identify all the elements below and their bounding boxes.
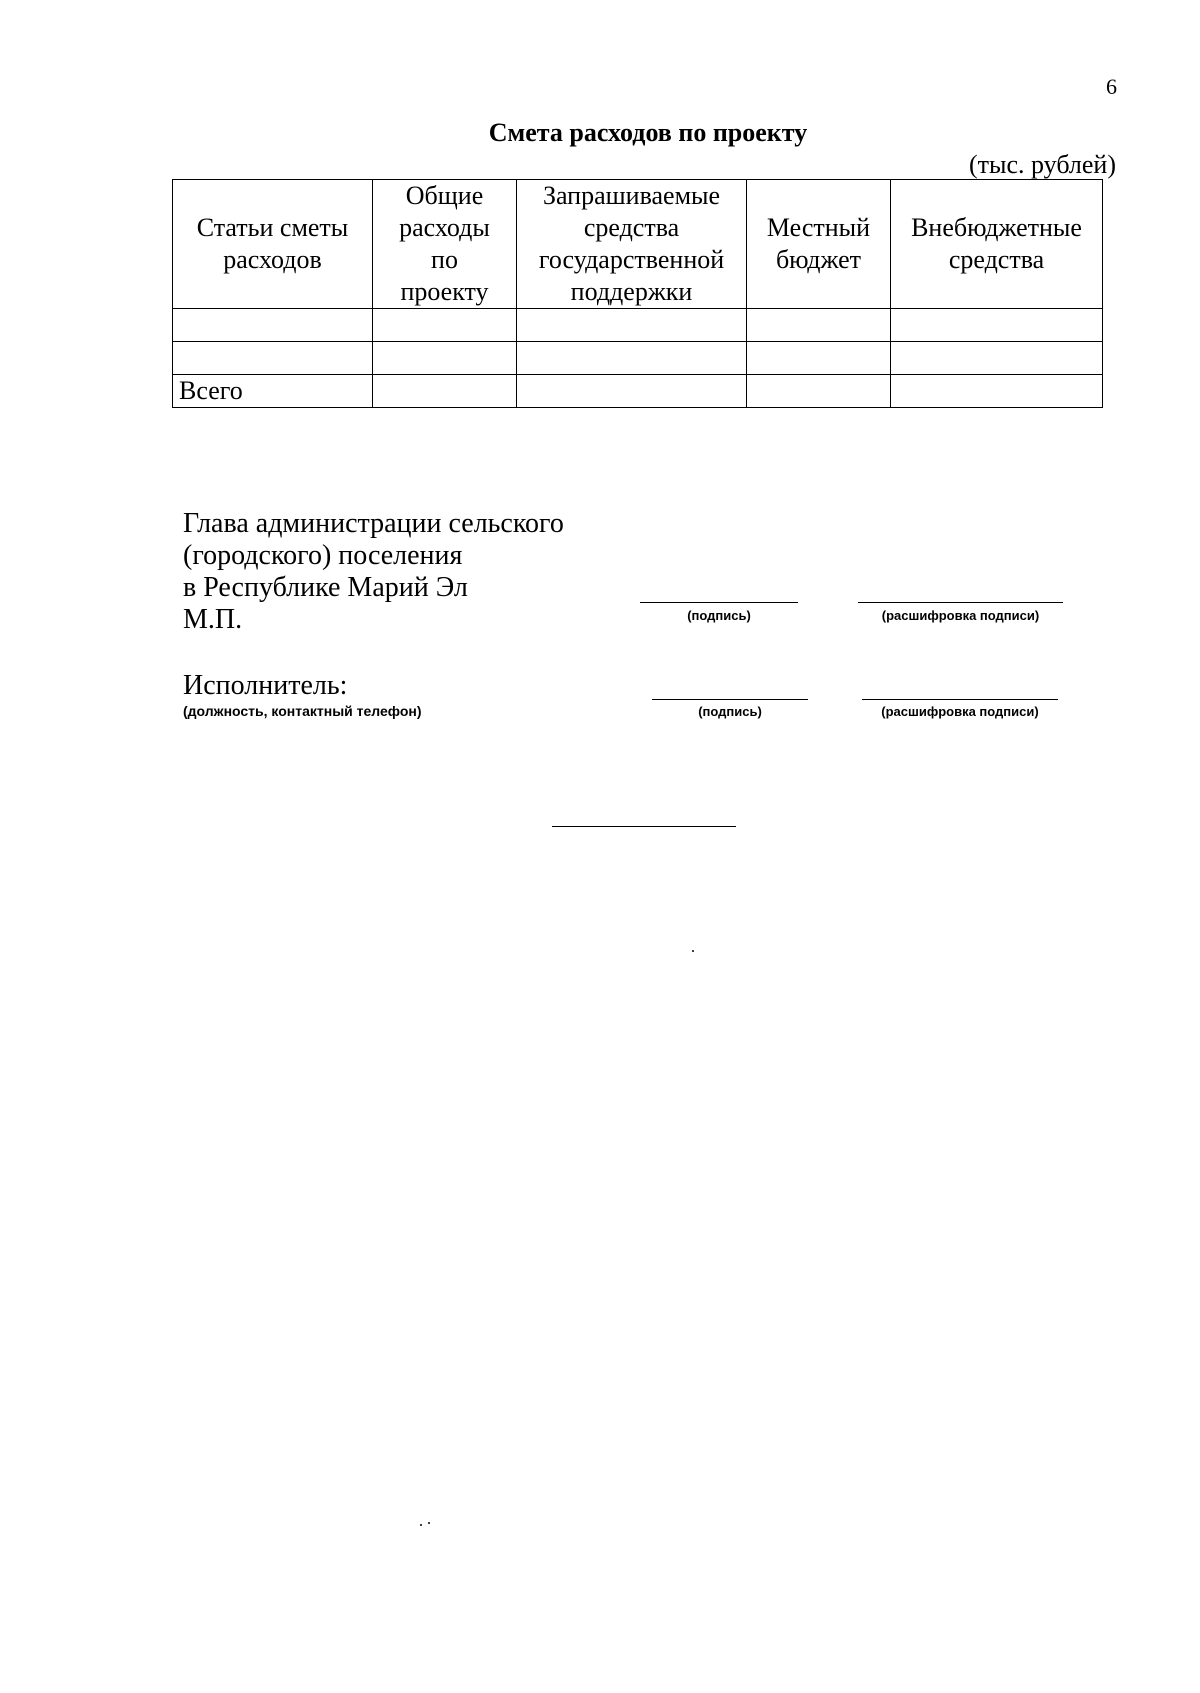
executor-decryption-caption: (расшифровка подписи) — [881, 704, 1039, 719]
table-row — [173, 342, 1103, 375]
table-cell — [891, 342, 1103, 375]
head-signature-caption: (подпись) — [687, 608, 751, 623]
executor-label: Исполнитель: — [183, 670, 348, 701]
header-local-budget: Местный бюджет — [747, 180, 891, 309]
head-signature-block — [183, 508, 564, 636]
table-cell — [373, 309, 517, 342]
table-cell — [891, 309, 1103, 342]
table-cell — [517, 309, 747, 342]
head-decryption-line — [858, 602, 1063, 603]
table-cell — [517, 375, 747, 408]
budget-table — [172, 179, 1103, 408]
executor-decryption-line — [862, 699, 1058, 700]
head-title-line: в Республике Марий Эл — [183, 572, 468, 603]
executor-caption: (должность, контактный телефон) — [183, 703, 422, 719]
scan-speck — [692, 950, 694, 952]
table-cell — [373, 375, 517, 408]
table-cell — [373, 342, 517, 375]
total-label: Всего — [173, 375, 373, 408]
table-cell — [747, 375, 891, 408]
table-cell — [891, 375, 1103, 408]
document-title: Смета расходов по проекту — [488, 118, 808, 147]
executor-signature-caption: (подпись) — [698, 704, 762, 719]
table-row — [173, 309, 1103, 342]
table-cell — [173, 342, 373, 375]
scan-speck — [420, 1524, 422, 1526]
page-number: 6 — [1106, 74, 1117, 99]
executor-signature-line — [652, 699, 808, 700]
scan-speck — [428, 1522, 430, 1524]
closing-separator-line — [552, 826, 736, 827]
head-signature-line — [640, 602, 798, 603]
table-cell — [173, 309, 373, 342]
table-header-row — [173, 180, 1103, 309]
stamp-place-label: М.П. — [183, 604, 243, 635]
header-expense-items: Статьи сметы расходов — [173, 180, 373, 309]
head-decryption-caption: (расшифровка подписи) — [881, 608, 1040, 623]
table-cell — [747, 342, 891, 375]
executor-signature-block — [183, 670, 422, 720]
units-label: (тыс. рублей) — [968, 150, 1116, 179]
table-row-total — [173, 375, 1103, 408]
table-cell — [747, 309, 891, 342]
header-total-expenses: Общие расходы по проекту — [373, 180, 517, 309]
head-title-line: (городского) поселения — [183, 540, 463, 571]
head-title-line: Глава администрации сельского — [183, 508, 564, 539]
header-extrabudgetary-funds: Внебюджетные средства — [891, 180, 1103, 309]
table-cell — [517, 342, 747, 375]
header-requested-state-support: Запрашиваемые средства государственной поддержки — [517, 180, 747, 309]
